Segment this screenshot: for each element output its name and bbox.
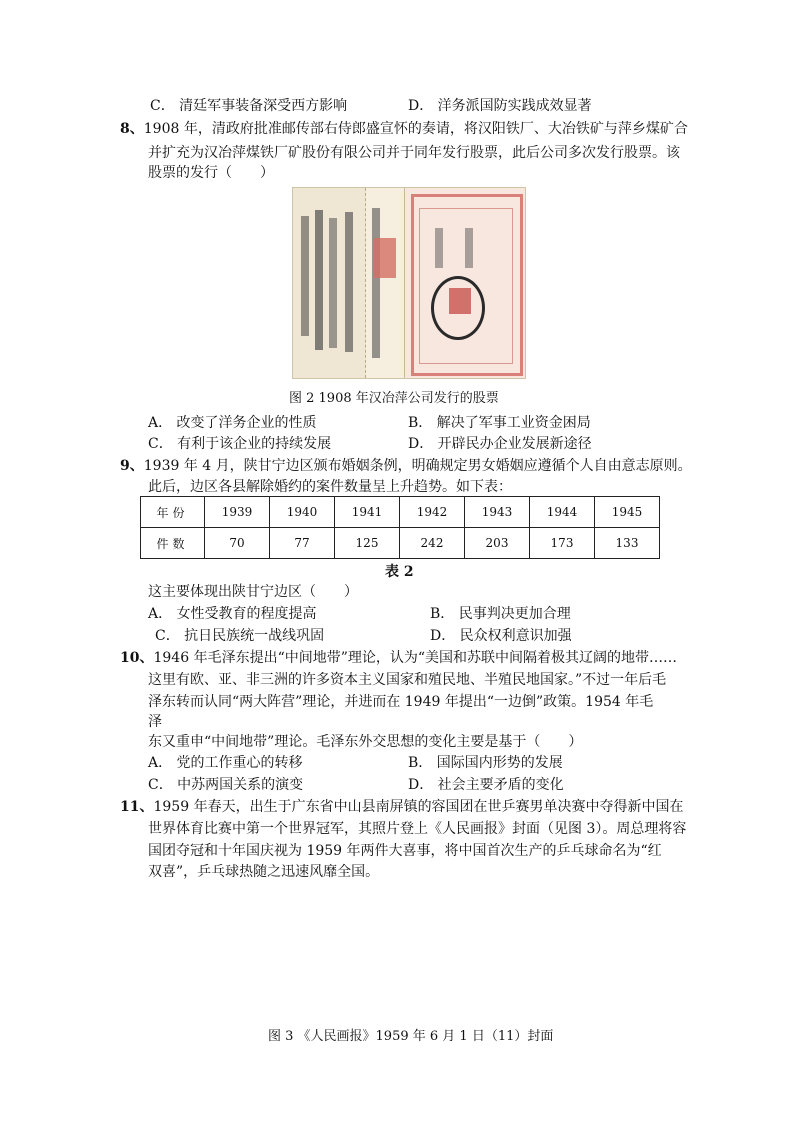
q9-number: 9、 [120, 458, 144, 474]
table-row-counts [141, 528, 660, 559]
table-cell: 1942 [400, 497, 465, 528]
q8-option-d: D． 开辟民办企业发展新途径 [408, 436, 592, 452]
q9-table-caption: 表 2 [385, 564, 414, 580]
table-row-years [141, 497, 660, 528]
q10-option-a: A． 党的工作重心的转移 [148, 755, 303, 771]
q8-option-b: B． 解决了军事工业资金困局 [408, 415, 591, 431]
q11-figure-caption: 图 3 《人民画报》1959 年 6 月 1 日（11）封面 [268, 1029, 554, 1044]
row-header-count: 件数 [141, 528, 205, 559]
q9-stem [120, 456, 692, 476]
q9-option-d: D． 民众权利意识加强 [430, 628, 572, 644]
q10-stem-line3: 泽东转而认同“两大阵营”理论，并进而在 1949 年提出“一边倒”政策。1954 年毛 [148, 694, 654, 710]
q9-option-a: A． 女性受教育的程度提高 [148, 606, 317, 622]
q9-stem-line2: 此后，边区各县解除婚约的案件数量呈上升趋势。如下表： [148, 479, 512, 495]
table-cell: 1944 [530, 497, 595, 528]
q10-option-c: C． 中苏两国关系的演变 [148, 777, 304, 793]
red-seal [449, 288, 471, 314]
table-cell: 1939 [205, 497, 270, 528]
q11-stem-line4: 双喜”，乒乓球热随之迅速风靡全国。 [148, 864, 380, 880]
table-cell: 70 [205, 528, 270, 559]
q10-stem-line5: 东又重申“中间地带”理论。毛泽东外交思想的变化主要是基于（ ） [148, 734, 583, 750]
q11-stem [120, 797, 684, 817]
stock-certificate-image [292, 187, 526, 379]
table-cell: 1941 [335, 497, 400, 528]
q10-option-d: D． 社会主要矛盾的变化 [408, 777, 564, 793]
q8-option-a: A． 改变了洋务企业的性质 [148, 415, 317, 431]
q8-number: 8、 [120, 121, 144, 137]
table-cell: 203 [465, 528, 530, 559]
table-cell: 173 [530, 528, 595, 559]
q10-stem-line4: 泽 [148, 714, 162, 730]
q9-option-b: B． 民事判决更加合理 [430, 606, 571, 622]
q8-stem-line1: 1908 年，清政府批准邮传部右侍郎盛宣怀的奏请，将汉阳铁厂、大冶铁矿与萍乡煤矿合 [143, 121, 688, 137]
q8-stem-line3: 股票的发行（ ） [148, 165, 274, 181]
table-cell: 1940 [270, 497, 335, 528]
q9-question: 这主要体现出陕甘宁边区（ ） [148, 584, 358, 600]
q7-option-c: C． 清廷军事装备深受西方影响 [150, 98, 348, 114]
q8-stem [120, 119, 688, 139]
q10-stem-line1: 1946 年毛泽东提出“中间地带”理论，认为“美国和苏联中间隔着极其辽阔的地带…… [153, 650, 678, 666]
certificate-stub-left [293, 188, 366, 378]
table-cell: 125 [335, 528, 400, 559]
q8-figure-caption: 图 2 1908 年汉冶萍公司发行的股票 [289, 391, 499, 406]
q10-option-b: B． 国际国内形势的发展 [408, 755, 563, 771]
certificate-stub-middle [366, 188, 405, 378]
q10-stem [120, 648, 677, 668]
table-cell: 1945 [595, 497, 660, 528]
q11-stem-line2: 世界体育比赛中第一个世界冠军，其照片登上《人民画报》封面（见图 3）。周总理将容 [148, 821, 687, 837]
row-header-year: 年份 [141, 497, 205, 528]
q8-option-c: C． 有利于该企业的持续发展 [148, 436, 332, 452]
certificate-main [405, 188, 525, 378]
q8-stem-line2: 并扩充为汉冶萍煤铁厂矿股份有限公司并于同年发行股票，此后公司多次发行股票。该 [148, 145, 680, 161]
table-cell: 133 [595, 528, 660, 559]
red-stamp [374, 238, 396, 278]
table-cell: 1943 [465, 497, 530, 528]
q9-option-c: C． 抗日民族统一战线巩固 [155, 628, 325, 644]
q10-number: 10、 [120, 650, 154, 666]
q10-stem-line2: 这里有欧、亚、非三洲的许多资本主义国家和殖民地、半殖民地国家。”不过一年后毛 [148, 672, 667, 688]
q11-number: 11、 [120, 799, 154, 815]
table-cell: 242 [400, 528, 465, 559]
divorce-cases-table [140, 496, 660, 559]
table-cell: 77 [270, 528, 335, 559]
q9-stem-line1: 1939 年 4 月，陕甘宁边区颁布婚姻条例，明确规定男女婚姻应遵循个人自由意志原则。 [143, 458, 692, 474]
q11-stem-line3: 国团夺冠和十年国庆视为 1959 年两件大喜事，将中国首次生产的乒乓球命名为“红 [148, 843, 662, 859]
q11-stem-line1: 1959 年春天，出生于广东省中山县南屏镇的容国团在世乒赛男单决赛中夺得新中国在 [153, 799, 684, 815]
q7-option-d: D． 洋务派国防实践成效显著 [408, 98, 592, 114]
